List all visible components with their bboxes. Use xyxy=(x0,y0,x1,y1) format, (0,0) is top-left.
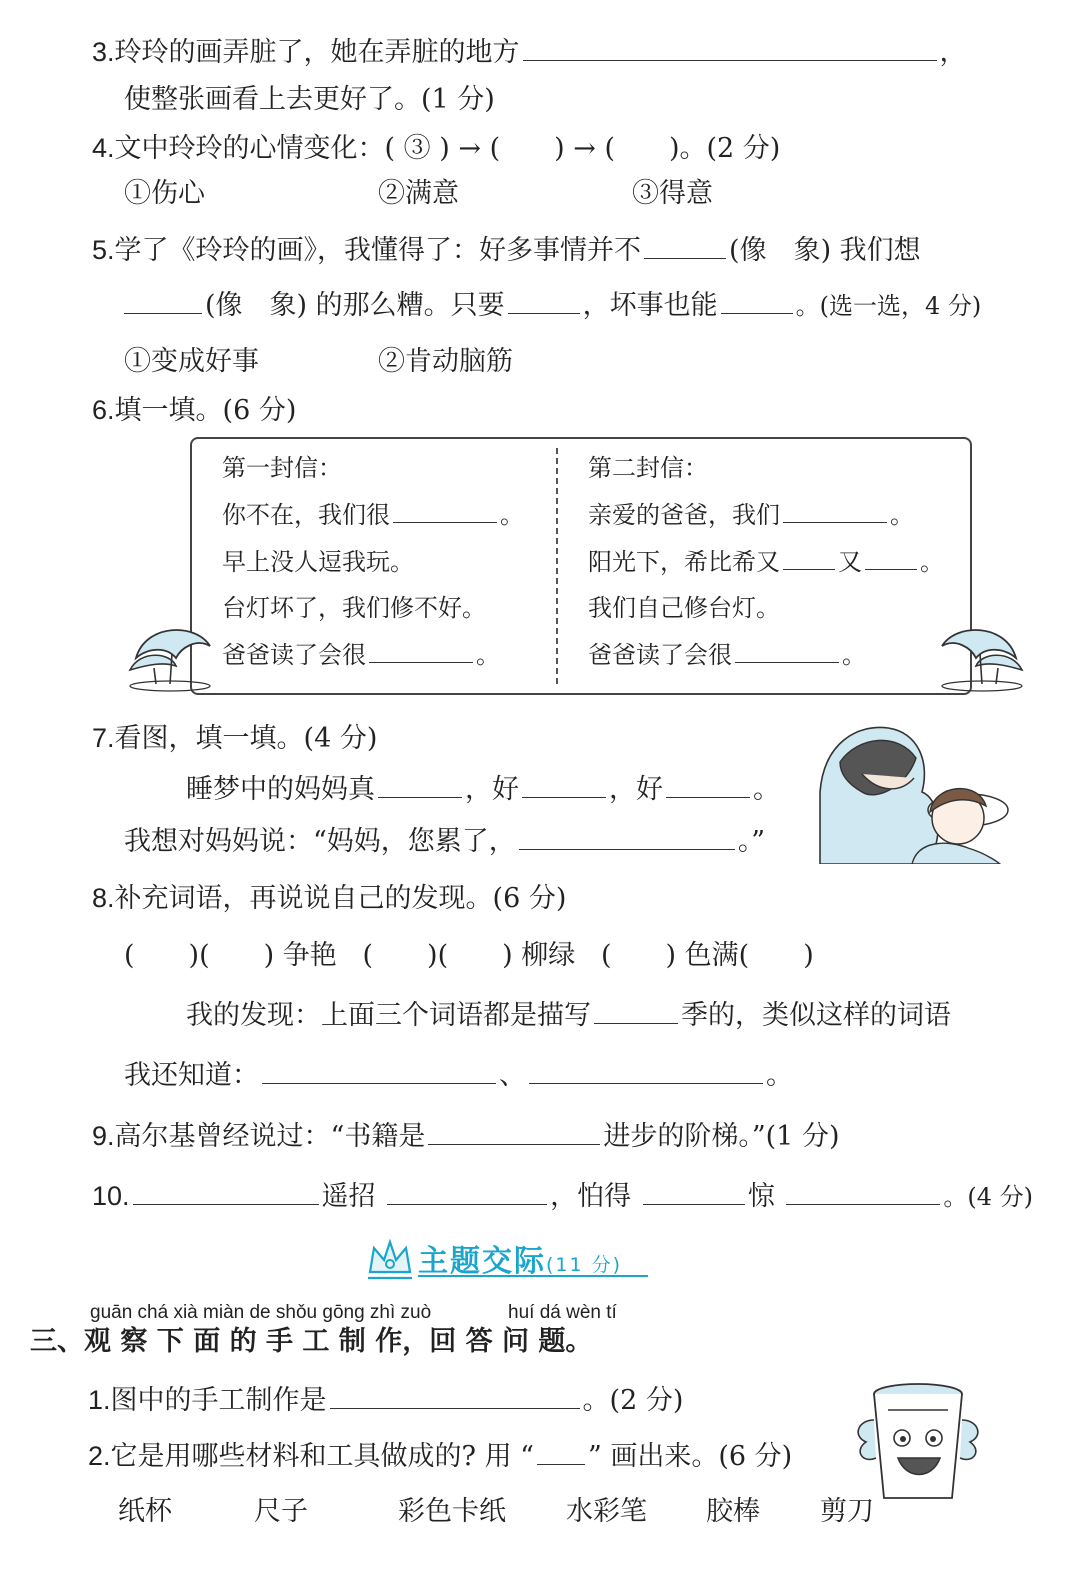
q8-bracket-4[interactable]: ( ) xyxy=(437,940,513,971)
letter1-line3: 台灯坏了，我们修不好。 xyxy=(222,594,486,622)
q4-line1 xyxy=(92,130,780,167)
q7-blank-4[interactable] xyxy=(519,825,735,850)
q8-l2-tail: 季的，类似这样的词语 xyxy=(681,1000,951,1031)
letter1-line4 xyxy=(222,640,500,670)
q8-word-3: 色满 xyxy=(684,940,739,971)
letter1-line2: 早上没人逗我玩。 xyxy=(222,548,414,576)
q5-text-d: ，坏事也能 xyxy=(582,290,718,321)
part3-label: 三、 xyxy=(30,1326,84,1357)
part3-q2-number: 2. xyxy=(88,1441,111,1471)
part3-pinyin-2: huí dá wèn tí xyxy=(508,1302,617,1323)
q8-l3-text: 我还知道： xyxy=(124,1060,259,1091)
q4-option-3: ③得意 xyxy=(632,178,713,209)
letter1-period-1: 。 xyxy=(500,501,524,529)
letter1-line1 xyxy=(222,500,524,530)
letter2-line2-text: 阳光下，希比希又 xyxy=(588,548,780,576)
section-underline xyxy=(418,1275,648,1277)
q8-l3-sep: 、 xyxy=(499,1060,526,1091)
q8-l3-end: 。 xyxy=(766,1060,793,1091)
part3-heading xyxy=(30,1324,592,1360)
q10-blank-3[interactable] xyxy=(643,1180,745,1205)
q7-blank-2[interactable] xyxy=(522,773,606,798)
letter2-period-3: 。 xyxy=(842,641,866,669)
material-watercolor-pen[interactable]: 水彩笔 xyxy=(566,1496,647,1527)
q9-line xyxy=(92,1118,839,1155)
material-glue-stick[interactable]: 胶棒 xyxy=(706,1496,760,1527)
lotus-leaf-right-icon xyxy=(930,618,1026,694)
q8-bracket-6[interactable]: ( ) xyxy=(738,940,814,971)
material-color-card[interactable]: 彩色卡纸 xyxy=(398,1496,506,1527)
q10-line xyxy=(92,1178,1033,1215)
q7-l1-period: 。 xyxy=(753,774,780,805)
q3-line1 xyxy=(92,34,967,71)
letter1-line4-text: 爸爸读了会很 xyxy=(222,641,366,669)
part3-q1-number: 1. xyxy=(88,1385,111,1415)
q5-text-a: 学了《玲玲的画》，我懂得了：好多事情并不 xyxy=(114,235,642,266)
q3-comma: ， xyxy=(939,37,967,68)
material-ruler[interactable]: 尺子 xyxy=(254,1496,308,1527)
q6-line1 xyxy=(92,392,296,429)
part3-text: 观 察 下 面 的 手 工 制 作，回 答 问 题。 xyxy=(84,1326,593,1357)
q10-blank-1[interactable] xyxy=(133,1180,319,1205)
q7-l1-text: 睡梦中的妈妈真 xyxy=(186,774,375,805)
q7-number: 7. xyxy=(92,723,115,753)
q10-text-a: 遥招 xyxy=(321,1181,376,1212)
q9-text-b: 进步的阶梯。”(1 分) xyxy=(603,1121,840,1152)
q4-text: 文中玲玲的心情变化：( xyxy=(114,133,396,164)
q8-bracket-3[interactable]: ( ) xyxy=(362,940,438,971)
crown-icon xyxy=(366,1238,414,1282)
materials-list xyxy=(118,1494,874,1530)
q5-text-e: 。(选一选，4 分) xyxy=(795,292,982,320)
q8-words xyxy=(124,938,814,974)
q8-word-2: 柳绿 xyxy=(521,940,576,971)
q10-text-c: 惊 xyxy=(747,1181,775,1212)
q7-line1 xyxy=(92,720,377,757)
q10-blank-2[interactable] xyxy=(387,1180,547,1205)
q4-options xyxy=(124,176,713,212)
q10-text-b: ，怕得 xyxy=(550,1181,632,1212)
section-points: (11 分) xyxy=(546,1254,623,1276)
q8-line4 xyxy=(124,1058,793,1094)
q5-blank-3[interactable] xyxy=(508,289,580,314)
q8-number: 8. xyxy=(92,883,115,913)
part3-q1-tail: 。(2 分) xyxy=(582,1385,684,1416)
part3-q2-sample-line xyxy=(537,1440,585,1465)
q9-text-a: 高尔基曾经说过：“书籍是 xyxy=(114,1121,426,1152)
q7-l2-text: 我想对妈妈说：“妈妈，您累了， xyxy=(124,826,516,857)
part3-q2-tail: ” 画出来。(6 分) xyxy=(587,1441,793,1472)
q5-option-2: ②肯动脑筋 xyxy=(378,346,513,377)
letter2-line1 xyxy=(588,500,914,530)
letter2-line2-you: 又 xyxy=(838,548,862,576)
q3-line2: 使整张画看上去更好了。(1 分) xyxy=(124,84,495,115)
letter2-blank-4[interactable] xyxy=(735,640,839,663)
q7-line3 xyxy=(124,824,765,860)
material-scissors[interactable]: 剪刀 xyxy=(820,1496,874,1527)
letters-divider xyxy=(556,448,558,684)
letter1-period-2: 。 xyxy=(476,641,500,669)
q7-line2 xyxy=(186,772,780,808)
section-title-text: 主题交际 xyxy=(418,1244,546,1279)
q4-rest: ) → ( ) → ( )。(2 分) xyxy=(439,133,781,164)
letter2-period-2: 。 xyxy=(920,548,944,576)
q5-text-b: (像 象) 我们想 xyxy=(729,235,921,266)
paper-cup-craft-illustration xyxy=(848,1380,990,1510)
part3-q1-text: 图中的手工制作是 xyxy=(110,1385,327,1416)
q8-line1 xyxy=(92,880,566,917)
q8-l2-text: 我的发现：上面三个词语都是描写 xyxy=(186,1000,591,1031)
letter2-period-1: 。 xyxy=(890,501,914,529)
lotus-leaf-left-icon xyxy=(126,618,222,694)
letter1-blank-2[interactable] xyxy=(369,640,473,663)
letter2-blank-3[interactable] xyxy=(865,547,917,570)
letter2-line2 xyxy=(588,547,944,577)
letter2-blank-2[interactable] xyxy=(783,547,835,570)
q8-word-1: 争艳 xyxy=(282,940,337,971)
q6-text: 填一填。(6 分) xyxy=(114,395,297,426)
letter2-line4 xyxy=(588,640,866,670)
letter1-line1-text: 你不在，我们很 xyxy=(222,501,390,529)
q8-line3 xyxy=(186,998,951,1034)
mother-child-illustration xyxy=(818,722,1012,864)
q3-number: 3. xyxy=(92,37,115,67)
part3-q2-text: 它是用哪些材料和工具做成的? 用 “ xyxy=(110,1441,534,1472)
q4-answer: ③ xyxy=(403,133,431,164)
q7-text: 看图，填一填。(4 分) xyxy=(114,723,378,754)
letter1-title: 第一封信： xyxy=(222,454,342,482)
q8-bracket-5[interactable]: ( ) xyxy=(601,940,677,971)
q6-number: 6. xyxy=(92,395,115,425)
q8-text: 补充词语，再说说自己的发现。(6 分) xyxy=(114,883,567,914)
q5-number: 5. xyxy=(92,235,115,265)
q8-bracket-2[interactable]: ( ) xyxy=(199,940,275,971)
material-paper-cup[interactable]: 纸杯 xyxy=(118,1496,172,1527)
part3-q2 xyxy=(88,1438,792,1475)
q4-number: 4. xyxy=(92,133,115,163)
letter2-title: 第二封信： xyxy=(588,454,708,482)
q5-option-1: ①变成好事 xyxy=(124,346,259,377)
q8-bracket-1[interactable]: ( ) xyxy=(124,940,200,971)
q10-text-d: 。(4 分) xyxy=(943,1183,1033,1211)
letter2-line3: 我们自己修台灯。 xyxy=(588,594,780,622)
section-title xyxy=(418,1236,622,1280)
q5-blank-1[interactable] xyxy=(644,234,726,259)
q5-blank-4[interactable] xyxy=(721,289,793,314)
q4-option-2: ②满意 xyxy=(378,178,459,209)
q5-line1 xyxy=(92,232,921,269)
part3-q1 xyxy=(88,1382,683,1419)
q7-blank-1[interactable] xyxy=(378,773,462,798)
q5-blank-2[interactable] xyxy=(124,289,202,314)
q10-number: 10. xyxy=(92,1181,130,1211)
part3-pinyin-1: guān chá xià miàn de shǒu gōng zhì zuò xyxy=(90,1302,432,1323)
q3-blank[interactable] xyxy=(523,36,937,61)
q7-l1-hao2: ，好 xyxy=(609,774,663,805)
q4-option-1: ①伤心 xyxy=(124,178,205,209)
letter1-blank-1[interactable] xyxy=(393,500,497,523)
part3-q1-blank[interactable] xyxy=(330,1384,580,1409)
letter2-line1-text: 亲爱的爸爸，我们 xyxy=(588,501,780,529)
q9-blank[interactable] xyxy=(428,1120,600,1145)
q7-l1-hao1: ，好 xyxy=(465,774,519,805)
letter2-line4-text: 爸爸读了会很 xyxy=(588,641,732,669)
q8-blank-word1[interactable] xyxy=(262,1059,496,1084)
q3-text: 玲玲的画弄脏了，她在弄脏的地方 xyxy=(114,37,520,68)
q10-blank-4[interactable] xyxy=(786,1180,940,1205)
q7-l2-end: 。” xyxy=(737,826,766,857)
q7-blank-3[interactable] xyxy=(666,773,750,798)
q5-options xyxy=(124,344,513,380)
q8-blank-season[interactable] xyxy=(594,999,678,1024)
q5-text-c: (像 象) 的那么糟。只要 xyxy=(205,290,505,321)
q9-number: 9. xyxy=(92,1121,115,1151)
q5-line2 xyxy=(124,288,981,324)
letter2-blank-1[interactable] xyxy=(783,500,887,523)
q8-blank-word2[interactable] xyxy=(529,1059,763,1084)
